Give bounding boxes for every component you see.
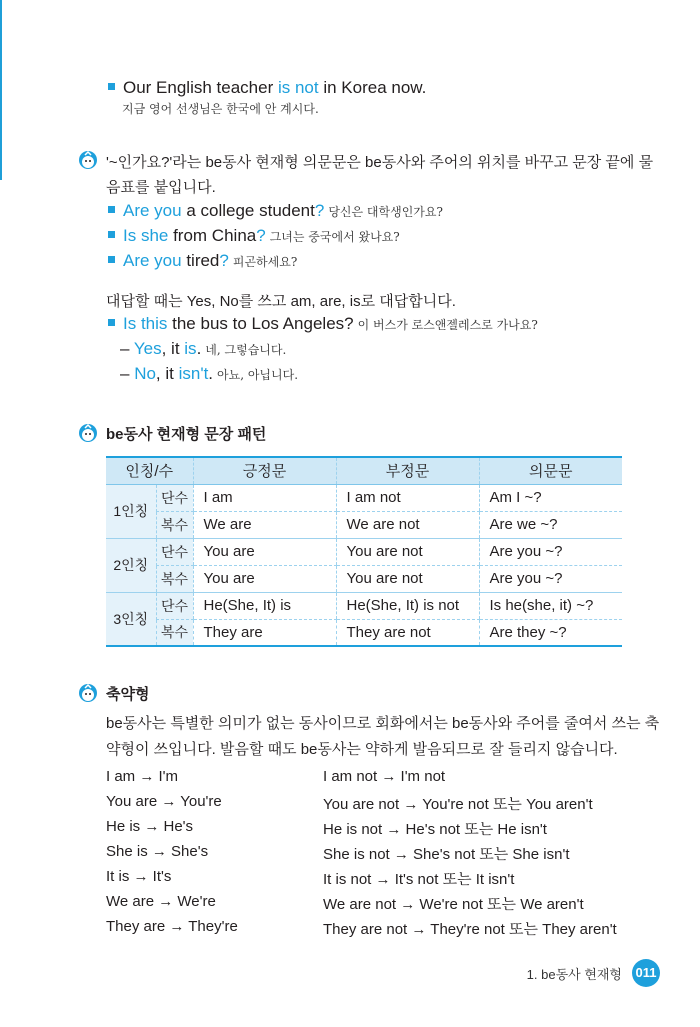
contraction-right-item: We are not → We're not 또는 We aren't (323, 896, 584, 913)
number-cell: 복수 (156, 565, 193, 592)
question-cell: Is he(she, it) ~? (479, 592, 622, 619)
be-verb-pattern-table (106, 456, 622, 647)
character-face-icon (78, 423, 98, 443)
contraction-left-item: She is → She's (106, 843, 209, 860)
answer-no: – No, it isn't. 아뇨, 아닙니다. (120, 364, 299, 383)
bullet-square-icon (108, 83, 115, 90)
page-number-badge: 011 (632, 959, 660, 987)
contraction-left-item: He is → He's (106, 818, 194, 835)
contraction-left-item: It is → It's (106, 868, 172, 885)
table-row (106, 619, 622, 646)
positive-cell: We are (193, 511, 336, 538)
contraction-left-item: I am → I'm (106, 768, 179, 785)
positive-cell: You are (193, 538, 336, 565)
table-row (106, 565, 622, 592)
example-translation: 지금 영어 선생님은 한국에 안 계시다. (122, 102, 319, 116)
question-example-2: Is she from China? 그녀는 중국에서 왔나요? (108, 226, 400, 246)
positive-cell: I am (193, 484, 336, 511)
bullet-square-icon (108, 256, 115, 263)
question-cell: Are they ~? (479, 619, 622, 646)
negative-cell: You are not (336, 538, 479, 565)
question-description-line1: '~인가요?'라는 be동사 현재형 의문문은 be동사와 주어의 위치를 바꾸고 문장 끝에 물 (106, 154, 654, 171)
chapter-label: 1. be동사 현재형 (526, 967, 622, 982)
positive-cell: They are (193, 619, 336, 646)
contraction-right-item: They are not → They're not 또는 They aren't (323, 921, 617, 938)
bullet-square-icon (108, 206, 115, 213)
pattern-section-title: be동사 현재형 문장 패턴 (106, 426, 267, 443)
table-row (106, 511, 622, 538)
person-cell: 3인칭 (106, 592, 156, 646)
table-header-positive: 긍정문 (193, 457, 336, 484)
table-row (106, 592, 622, 619)
positive-cell: You are (193, 565, 336, 592)
question-cell: Are you ~? (479, 565, 622, 592)
answer-description: 대답할 때는 Yes, No를 쓰고 am, are, is로 대답합니다. (106, 293, 456, 310)
negative-cell: You are not (336, 565, 479, 592)
answer-yes: – Yes, it is. 네, 그렇습니다. (120, 339, 287, 358)
positive-cell: He(She, It) is (193, 592, 336, 619)
negative-cell: We are not (336, 511, 479, 538)
contraction-left-item: They are → They're (106, 918, 238, 935)
number-cell: 단수 (156, 592, 193, 619)
table-row (106, 538, 622, 565)
bullet-square-icon (108, 231, 115, 238)
number-cell: 복수 (156, 511, 193, 538)
character-face-icon (78, 150, 98, 170)
contraction-right-item: He is not → He's not 또는 He isn't (323, 821, 547, 838)
character-face-icon (78, 683, 98, 703)
bullet-square-icon (108, 319, 115, 326)
contraction-right-item: You are not → You're not 또는 You aren't (323, 796, 593, 813)
table-header-person: 인칭/수 (106, 457, 193, 484)
question-example-1: Are you a college student? 당신은 대학생인가요? (108, 201, 443, 221)
person-cell: 1인칭 (106, 484, 156, 538)
number-cell: 복수 (156, 619, 193, 646)
number-cell: 단수 (156, 484, 193, 511)
negative-cell: They are not (336, 619, 479, 646)
answer-example-question: Is this the bus to Los Angeles? 이 버스가 로스앤젤레스로 가나요? (108, 314, 538, 334)
table-row (106, 484, 622, 511)
question-example-3: Are you tired? 피곤하세요? (108, 251, 297, 271)
contraction-right-item: She is not → She's not 또는 She isn't (323, 846, 570, 863)
question-cell: Are we ~? (479, 511, 622, 538)
negative-cell: He(She, It) is not (336, 592, 479, 619)
contraction-description-line2: 약형이 쓰입니다. 발음할 때도 be동사는 약하게 발음되므로 잘 들리지 않습니다. (106, 741, 618, 758)
contraction-description-line1: be동사는 특별한 의미가 없는 동사이므로 회화에서는 be동사와 주어를 줄여서 쓰는 축 (106, 715, 660, 732)
question-cell: Am I ~? (479, 484, 622, 511)
example-sentence-not: Our English teacher is not in Korea now. (108, 78, 426, 98)
table-header-negative: 부정문 (336, 457, 479, 484)
contraction-left-item: You are → You're (106, 793, 222, 810)
contraction-section-title: 축약형 (106, 686, 150, 703)
question-description-line2: 음표를 붙입니다. (106, 179, 216, 196)
negative-cell: I am not (336, 484, 479, 511)
question-cell: Are you ~? (479, 538, 622, 565)
person-cell: 2인칭 (106, 538, 156, 592)
number-cell: 단수 (156, 538, 193, 565)
table-header-row (106, 457, 622, 484)
contraction-left-item: We are → We're (106, 893, 216, 910)
page-edge-accent-line (0, 0, 2, 180)
contraction-right-item: I am not → I'm not (323, 768, 446, 785)
table-header-question: 의문문 (479, 457, 622, 484)
contraction-right-item: It is not → It's not 또는 It isn't (323, 871, 515, 888)
